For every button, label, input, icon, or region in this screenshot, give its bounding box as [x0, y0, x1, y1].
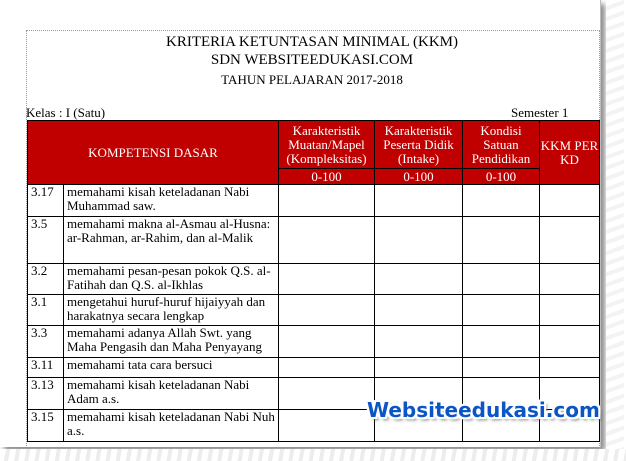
header-karakteristik-muatan: Karakteristik Muatan/Mapel (Kompleksitas) — [279, 121, 375, 169]
table-row[interactable] — [28, 264, 600, 295]
kd-code: 3.2 — [28, 264, 64, 295]
kd-description: memahami makna al-Asmau al-Husna: ar-Rahman, ar-Rahim, dan al-Malik — [64, 217, 279, 264]
score-cell[interactable] — [279, 326, 375, 358]
table-row[interactable] — [28, 217, 600, 264]
kkm-cell[interactable] — [540, 358, 600, 378]
kd-description: memahami pesan-pesan pokok Q.S. al-Fatihah dan Q.S. al-Ikhlas — [64, 264, 279, 295]
kd-code: 3.13 — [28, 378, 64, 410]
kd-description: memahami kisah keteladanan Nabi Muhammad saw. — [64, 185, 279, 217]
kd-code: 3.3 — [28, 326, 64, 358]
kd-code: 3.15 — [28, 410, 64, 442]
kd-description: mengetahui huruf-huruf hijaiyyah dan harakatnya secara lengkap — [64, 295, 279, 326]
kd-description: memahami adanya Allah Swt. yang Maha Pengasih dan Maha Penyayang — [64, 326, 279, 358]
table-row[interactable] — [28, 358, 600, 378]
score-cell[interactable] — [279, 185, 375, 217]
table-row[interactable] — [28, 185, 600, 217]
kkm-cell[interactable] — [540, 295, 600, 326]
score-cell[interactable] — [279, 264, 375, 295]
academic-year: TAHUN PELAJARAN 2017-2018 — [221, 72, 403, 87]
score-cell[interactable] — [279, 295, 375, 326]
header-kkm-per-kd: KKM PER KD — [540, 121, 600, 185]
header-kompetensi-dasar: KOMPETENSI DASAR — [28, 121, 279, 185]
torn-edge-bottom — [0, 449, 626, 461]
semester-label: Semester 1 — [511, 105, 569, 120]
score-cell[interactable] — [375, 326, 463, 358]
score-cell[interactable] — [279, 410, 375, 442]
class-label: Kelas : I (Satu) — [26, 105, 106, 120]
header-kondisi-satuan: Kondisi Satuan Pendidikan — [463, 121, 540, 169]
range-muatan: 0-100 — [279, 169, 375, 185]
score-cell[interactable] — [375, 185, 463, 217]
kd-code: 3.5 — [28, 217, 64, 264]
kd-code: 3.1 — [28, 295, 64, 326]
score-cell[interactable] — [463, 326, 540, 358]
score-cell[interactable] — [375, 358, 463, 378]
score-cell[interactable] — [375, 217, 463, 264]
score-cell[interactable] — [279, 378, 375, 410]
school-name: SDN WEBSITEEDUKASI.COM — [210, 52, 414, 68]
document-title: KRITERIA KETUNTASAN MINIMAL (KKM) — [166, 34, 458, 50]
kd-code: 3.11 — [28, 358, 64, 378]
kkm-cell[interactable] — [540, 217, 600, 264]
table-row[interactable] — [28, 295, 600, 326]
score-cell[interactable] — [279, 358, 375, 378]
score-cell[interactable] — [463, 264, 540, 295]
kkm-cell[interactable] — [540, 264, 600, 295]
kd-description: memahami kisah keteladanan Nabi Adam a.s. — [64, 378, 279, 410]
watermark-logo: Websiteedukasi.com — [367, 398, 600, 422]
range-peserta: 0-100 — [375, 169, 463, 185]
kkm-cell[interactable] — [540, 326, 600, 358]
score-cell[interactable] — [463, 217, 540, 264]
score-cell[interactable] — [463, 185, 540, 217]
score-cell[interactable] — [463, 295, 540, 326]
score-cell[interactable] — [279, 217, 375, 264]
torn-edge-right — [606, 0, 624, 461]
range-kondisi: 0-100 — [463, 169, 540, 185]
kkm-cell[interactable] — [540, 185, 600, 217]
header-karakteristik-peserta: Karakteristik Peserta Didik (Intake) — [375, 121, 463, 169]
kd-description: memahami kisah keteladanan Nabi Nuh a.s. — [64, 410, 279, 442]
kkm-table — [27, 120, 600, 442]
kd-description: memahami tata cara bersuci — [64, 358, 279, 378]
score-cell[interactable] — [375, 295, 463, 326]
score-cell[interactable] — [375, 264, 463, 295]
score-cell[interactable] — [463, 358, 540, 378]
kd-code: 3.17 — [28, 185, 64, 217]
table-row[interactable] — [28, 326, 600, 358]
